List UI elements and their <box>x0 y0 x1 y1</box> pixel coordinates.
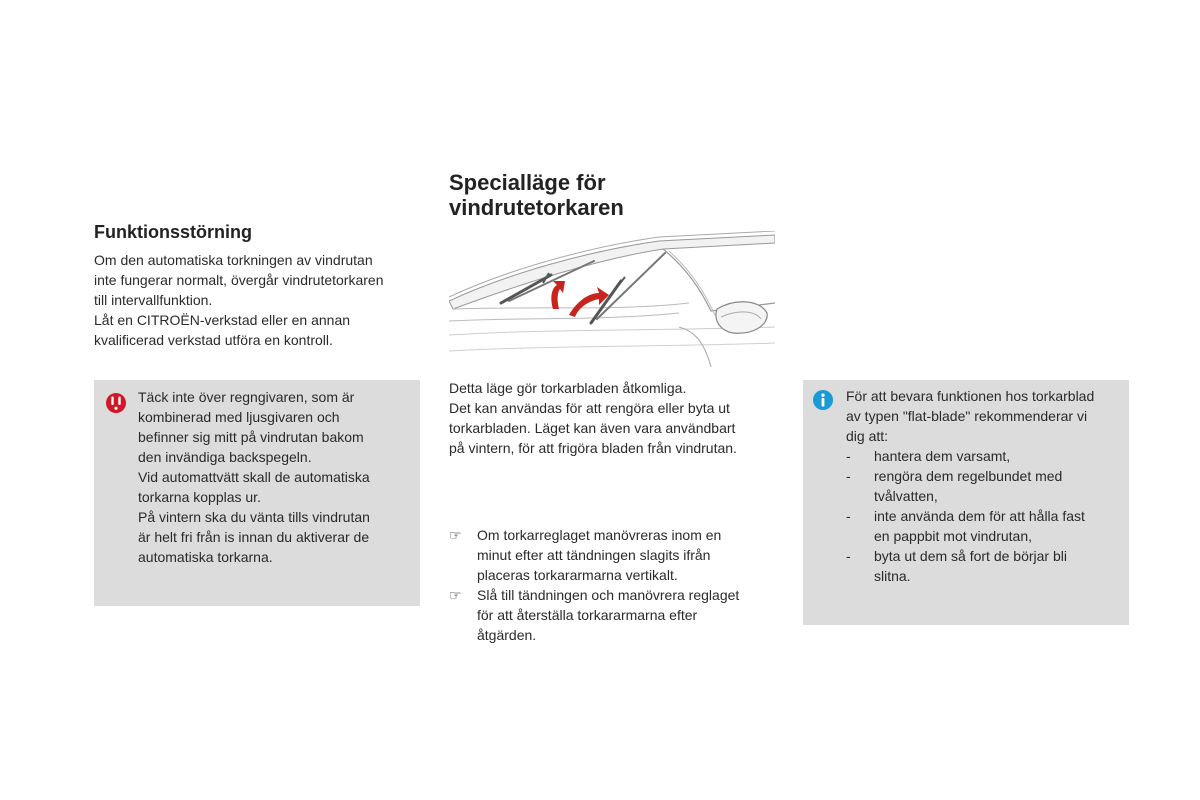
info-item-text: inte använda dem för att hålla fast en pappbit mot vindrutan, <box>874 508 1085 544</box>
steps-list <box>449 525 779 645</box>
dash-bullet: - <box>846 468 851 484</box>
list-item <box>846 446 1126 466</box>
list-item <box>846 466 1126 506</box>
info-item-text: hantera dem varsamt, <box>874 448 1011 464</box>
warning-icon <box>106 393 126 413</box>
list-item <box>846 506 1126 546</box>
special-mode-paragraph: Detta läge gör torkarbladen åtkomliga. Det kan användas för att rengöra eller byta ut torkarbladen. Läget kan även vara användbart på vintern, för att frigöra bladen från vindrutan. <box>449 380 737 456</box>
info-icon <box>813 390 833 410</box>
windshield-wiper-illustration <box>449 231 775 367</box>
list-item <box>449 585 779 645</box>
dash-bullet: - <box>846 548 851 564</box>
step-text: Om torkarreglaget manövreras inom en minut efter att tändningen slagits ifrån placeras torkararmarna vertikalt. <box>477 527 722 583</box>
section-heading-malfunction: Funktionsstörning <box>94 222 252 242</box>
hand-pointer-icon: ☞ <box>449 527 462 543</box>
dash-bullet: - <box>846 508 851 524</box>
info-list <box>846 446 1126 586</box>
warning-box <box>94 380 420 606</box>
list-item <box>449 525 779 585</box>
info-item-text: byta ut dem så fort de börjar bli slitna. <box>874 548 1067 584</box>
info-intro: För att bevara funktionen hos torkarblad av typen "flat-blade" rekommenderar vi dig att: <box>846 388 1095 444</box>
section-heading-special-mode: Specialläge för vindrutetorkaren <box>449 170 624 220</box>
step-text: Slå till tändningen och manövrera reglaget för att återställa torkararmarna efter åtgärden. <box>477 587 740 643</box>
info-item-text: rengöra dem regelbundet med tvålvatten, <box>874 468 1063 504</box>
list-item <box>846 546 1126 586</box>
dash-bullet: - <box>846 448 851 464</box>
hand-pointer-icon: ☞ <box>449 587 462 603</box>
info-box <box>803 380 1129 625</box>
warning-text: Täck inte över regngivaren, som är kombinerad med ljusgivaren och befinner sig mitt på vindrutan bakom den invändiga backspegeln. Vid automattvätt skall de automatiska torkarna kopplas ur. På vintern ska du vänta tills vindrutan är helt fri från is innan du aktiverar de automatiska torkarna. <box>138 389 370 565</box>
malfunction-paragraph: Om den automatiska torkningen av vindrutan inte fungerar normalt, övergår vindrutetorkaren till intervallfunktion. Låt en CITROËN-verkstad eller en annan kvalificerad verkstad utföra en kontroll. <box>94 252 384 348</box>
